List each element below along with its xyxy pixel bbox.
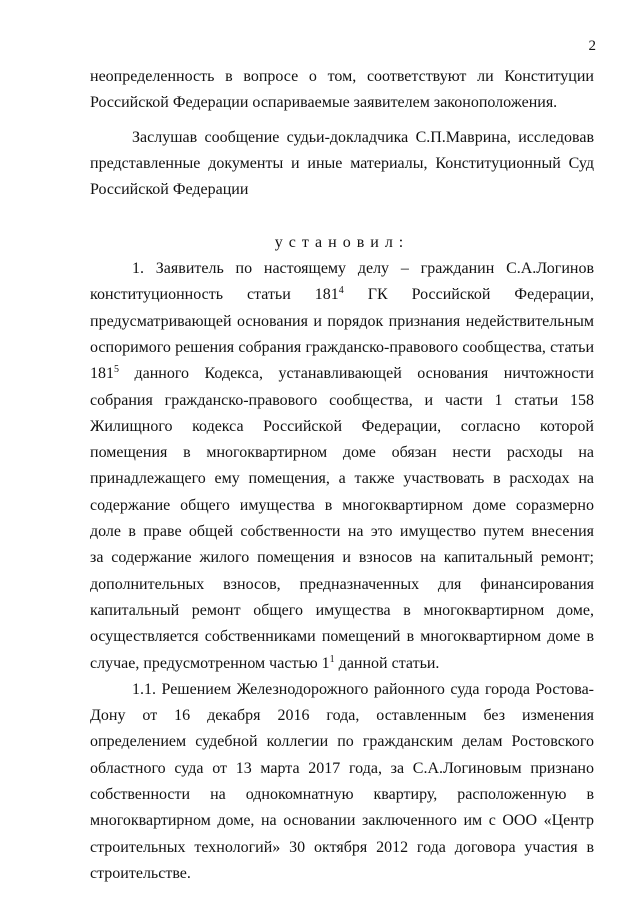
text-line: конституционность статьи $181^4$ ГК Российской Федерации, — [90, 285, 594, 304]
text-line: многоквартирном доме, на основании заключенного им с ООО «Центр — [90, 812, 594, 830]
text-line: Заслушав сообщение судьи-докладчика С.П.Маврина, исследовав — [132, 128, 594, 146]
text-line: случае, предусмотренном частью $1^1$ данной статьи. — [90, 653, 440, 672]
document-body — [90, 64, 594, 887]
text-line: $181^5$ данного Кодекса, устанавливающей основания ничтожности — [90, 364, 594, 383]
page-number: 2 — [588, 38, 596, 54]
text-line: 1.1. Решением Железнодорожного районного суда города Ростова- — [132, 680, 594, 698]
text-line: Жилищного кодекса Российской Федерации, согласно которой — [90, 417, 594, 435]
text-line: осуществляется собственниками помещений в многоквартирном доме в — [90, 628, 594, 646]
text-line: собрания гражданско-правового сообщества, и части 1 статьи 158 — [90, 391, 594, 409]
paragraph-1 — [90, 256, 594, 677]
text-line: помещения в многоквартирном доме обязан нести расходы на — [90, 444, 594, 462]
text-line: дополнительных взносов, предназначенных для финансирования — [90, 575, 594, 593]
text-line: неопределенность в вопросе о том, соответствуют ли Конституции — [90, 68, 594, 85]
text-line: строительстве. — [90, 864, 191, 882]
text-line: предусматривающей основания и порядок признания недействительным — [90, 312, 594, 330]
text-line: Российской Федерации оспариваемые заявителем законоположения. — [90, 94, 558, 112]
ruling-heading: установил: — [274, 233, 410, 251]
text-line: доле в праве общей собственности на это имущество путем внесения — [90, 523, 594, 541]
text-line: Российской Федерации — [90, 181, 249, 199]
text-line: капитальный ремонт общего имущества в многоквартирном доме, — [90, 601, 594, 619]
text-line: областного суда от 13 марта 2017 года, за С.А.Логиновым признано — [90, 759, 594, 777]
text-line: за содержание жилого помещения и взносов на капитальный ремонт; — [90, 549, 594, 567]
text-line: строительных технологий» 30 октября 2012 года договора участия в — [90, 838, 594, 856]
text-line: Дону от 16 декабря 2016 года, оставленным без изменения — [90, 707, 594, 725]
text-line: 1. Заявитель по настоящему делу – гражданин С.А.Логинов — [132, 260, 594, 278]
intro-paragraph — [90, 64, 594, 117]
text-line: оспоримого решения собрания гражданско-правового сообщества, статьи — [90, 338, 594, 356]
text-line: определением судебной коллегии по гражданским делам Ростовского — [90, 733, 594, 751]
hearing-paragraph — [90, 125, 594, 204]
text-line: собственности на однокомнатную квартиру, расположенную в — [90, 786, 594, 804]
text-line: принадлежащего ему помещения, а также участвовать в расходах на — [90, 470, 594, 488]
paragraph-1-1 — [90, 677, 594, 887]
text-line: содержание общего имущества в многоквартирном доме соразмерно — [90, 496, 594, 514]
text-line: представленные документы и иные материалы, Конституционный Суд — [90, 154, 594, 172]
